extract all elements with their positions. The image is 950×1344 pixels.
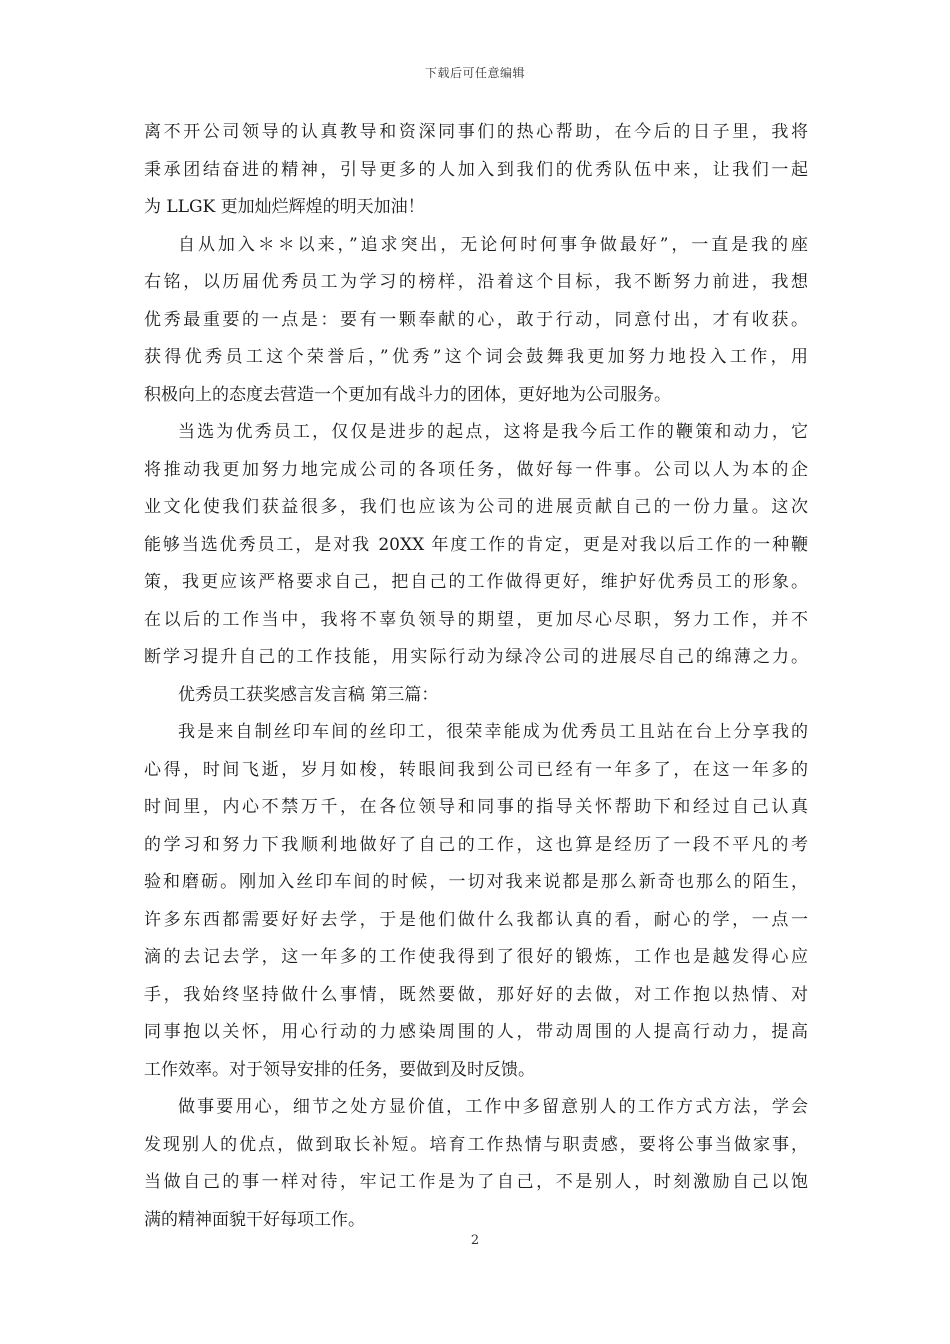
text-line: 业文化使我们获益很多，我们也应该为公司的进展贡献自己的一份力量。这次 [144,497,808,517]
text-line: 滴的去记去学，这一年多的工作使我得到了很好的锻炼，工作也是越发得心应 [144,947,808,967]
text-line: 同事抱以关怀，用心行动的力感染周围的人，带动周围的人提高行动力，提高 [144,1022,808,1042]
text-line: 获得优秀员工这个荣誉后，”优秀”这个词会鼓舞我更加努力地投入工作，用 [144,347,808,367]
text-line: 许多东西都需要好好去学，于是他们做什么我都认真的看，耐心的学，一点一 [144,909,808,930]
text-line: 的学习和努力下我顺利地做好了自己的工作，这也算是经历了一段不平凡的考 [144,834,808,855]
page-number: 2 [470,1233,480,1248]
text-line: 右铭，以历届优秀员工为学习的榜样，沿着这个目标，我不断努力前进，我想 [144,272,808,292]
text-line: 在以后的工作当中，我将不辜负领导的期望，更加尽心尽职，努力工作，并不 [144,609,808,630]
text-line: 发现别人的优点，做到取长补短。培育工作热情与职责感，要将公事当做家事， [144,1134,808,1155]
document-body [144,114,808,1239]
text-line: 心得，时间飞逝，岁月如梭，转眼间我到公司已经有一年多了，在这一年多的 [144,759,808,780]
text-line: 能够当选优秀员工，是对我 20XX 年度工作的肯定，更是对我以后工作的一种鞭 [144,534,808,555]
paragraph-end-line: 积极向上的态度去营造一个更加有战斗力的团体，更好地为公司服务。 [144,384,671,405]
page-header: 下载后可任意编辑 [424,66,525,80]
paragraph-start-line: 自从加入＊＊以来，”追求突出，无论何时何事争做最好”，一直是我的座 [178,234,808,255]
text-line: 优秀最重要的一点是：要有一颗奉献的心，敢于行动，同意付出，才有收获。 [144,309,808,330]
paragraph-start-line: 我是来自制丝印车间的丝印工，很荣幸能成为优秀员工且站在台上分享我的 [178,722,808,742]
text-line: 将推动我更加努力地完成公司的各项任务，做好每一件事。公司以人为本的企 [144,459,808,480]
text-line: 手，我始终坚持做什么事情，既然要做，那好好的去做，对工作抱以热情、对 [144,984,808,1005]
text-line: 策，我更应该严格要求自己，把自己的工作做得更好，维护好优秀员工的形象。 [144,572,808,592]
text-line: 验和磨砺。刚加入丝印车间的时候，一切对我来说都是那么新奇也那么的陌生， [144,872,808,892]
paragraph-start-line: 当选为优秀员工，仅仅是进步的起点，这将是我今后工作的鞭策和动力，它 [178,422,808,442]
text-line: 当做自己的事一样对待，牢记工作是为了自己，不是别人，时刻激励自己以饱 [144,1172,808,1192]
text-line: 时间里，内心不禁万千，在各位领导和同事的指导关怀帮助下和经过自己认真 [144,797,808,817]
text-line: 秉承团结奋进的精神，引导更多的人加入到我们的优秀队伍中来，让我们一起 [144,159,808,180]
text-line: 离不开公司领导的认真教导和资深同事们的热心帮助，在今后的日子里，我将 [144,122,808,142]
paragraph-end-line: 工作效率。对于领导安排的任务，要做到及时反馈。 [144,1059,535,1080]
section-heading: 优秀员工获奖感言发言稿 第三篇： [178,684,439,705]
paragraph-end-line: 为 LLGK 更加灿烂辉煌的明天加油！ [144,197,425,217]
text-line: 断学习提升自己的工作技能，用实际行动为绿冷公司的进展尽自己的绵薄之力。 [144,647,808,667]
paragraph-start-line: 做事要用心，细节之处方显价值，工作中多留意别人的工作方式方法，学会 [178,1097,808,1117]
paragraph-end-line: 满的精神面貌干好每项工作。 [144,1209,365,1230]
